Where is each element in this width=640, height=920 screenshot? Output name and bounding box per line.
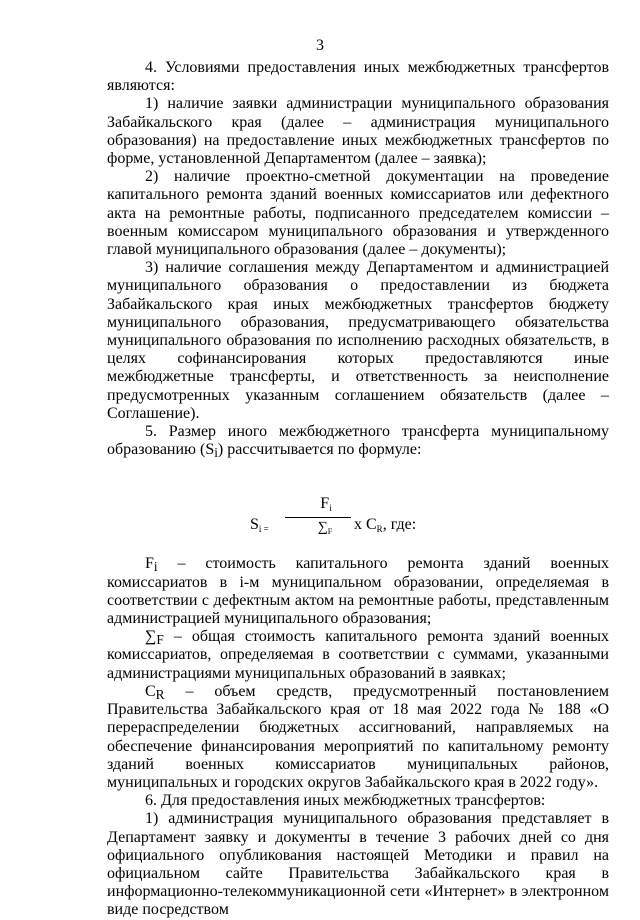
paragraph-5-text-a: 5. Размер иного межбюджетного трансферта муниципальному образованию (S bbox=[107, 423, 609, 459]
formula-denominator-subscript: F bbox=[327, 527, 333, 537]
formula-numerator bbox=[306, 495, 346, 513]
paragraph-5-text-b: ) рассчитывается по формуле: bbox=[217, 441, 422, 459]
document-body bbox=[107, 59, 609, 920]
paragraph-4-item-3: 3) наличие соглашения между Департаментом и администрацией муниципального образования о предоставлении из бюджета Забайкальского края иных межбюджетных трансфертов бюджету муниципального образования, предусматривающего обязательства муниципального образования по исполнению расходных обязательств, в целях софинансирования которых предоставляются иные межбюджетные трансферты, и ответственность за неисполнение предусмотренных указанным соглашением обязательств (далее – Соглашение). bbox=[107, 259, 609, 422]
definition-f-text: – стоимость капитального ремонта зданий военных комиссариатов в i-м муниципальном образовании, определяемая в соответствии с дефектным актом на ремонтные работы, представленным администрацией муниципального образования; bbox=[107, 555, 609, 628]
formula-denominator bbox=[305, 519, 345, 537]
formula-lhs bbox=[250, 516, 269, 534]
definition-f-symbol: F bbox=[145, 555, 154, 573]
definition-sum-subscript: F bbox=[156, 632, 164, 648]
definition-sum bbox=[107, 628, 609, 683]
paragraph-6-title: 6. Для предоставления иных межбюджетных трансфертов: bbox=[145, 792, 546, 810]
definition-f bbox=[107, 555, 609, 628]
formula-denominator-symbol: ∑ bbox=[317, 520, 328, 536]
definition-c-subscript: R bbox=[155, 686, 165, 702]
fraction-bar bbox=[285, 517, 351, 518]
definition-f-subscript: i bbox=[153, 559, 158, 575]
page-number: 3 bbox=[316, 37, 324, 54]
formula-rhs-subscript: R bbox=[376, 524, 383, 535]
formula bbox=[107, 459, 609, 555]
formula-numerator-subscript: i bbox=[329, 503, 332, 514]
definition-c-text: – объем средств, предусмотренный постановлением Правительства Забайкальского края от 18 мая 2022 года № 188 «О перераспределении бюджетных ассигнований, направляемых на обеспечение финансирования мероприятий по капитальному ремонту зданий военных комиссариатов муниципальных районов, муниципальных и городских округов Забайкальского края в 2022 году». bbox=[107, 682, 609, 791]
paragraph-4-title: 4. Условиями предоставления иных межбюджетных трансфертов являются: bbox=[107, 59, 609, 95]
formula-lhs-symbol: S bbox=[250, 516, 259, 534]
definition-c-symbol: C bbox=[145, 682, 156, 700]
definition-c bbox=[107, 683, 609, 792]
formula-rhs-text-a: x C bbox=[354, 516, 377, 534]
definition-sum-text: – общая стоимость капитального ремонта зданий военных комиссариатов, определяемая в соответствии с суммами, указанными администрациями муниципальных образований в заявках; bbox=[107, 628, 609, 682]
paragraph-5 bbox=[107, 423, 609, 459]
formula-rhs-text-b: , где: bbox=[382, 516, 417, 534]
formula-numerator-symbol: F bbox=[320, 495, 330, 513]
paragraph-6-item-1: 1) администрация муниципального образования представляет в Департамент заявку и документы в течение 3 рабочих дней со дня официального опубликования настоящей Методики и правил на официальном сайте Правительства Забайкальского края в информационно-телекоммуникационной сети «Интернет» в электронном виде посредством bbox=[107, 810, 609, 919]
definition-sum-symbol: ∑ bbox=[145, 628, 157, 646]
formula-lhs-subscript: i = bbox=[258, 524, 269, 535]
paragraph-5-subscript: i bbox=[214, 445, 218, 461]
formula-rhs bbox=[354, 516, 416, 534]
paragraph-4-item-1: 1) наличие заявки администрации муниципального образования Забайкальского края (далее – администрация муниципального образования) на предоставление иных межбюджетных трансфертов по форме, установленной Департаментом (далее – заявка); bbox=[107, 95, 609, 168]
paragraph-4-item-2: 2) наличие проектно-сметной документации на проведение капитального ремонта зданий военных комиссариатов или дефектного акта на ремонтные работы, подписанного председателем комиссии – военным комиссаром муниципального образования и утвержденного главой муниципального образования (далее – документы); bbox=[107, 168, 609, 259]
